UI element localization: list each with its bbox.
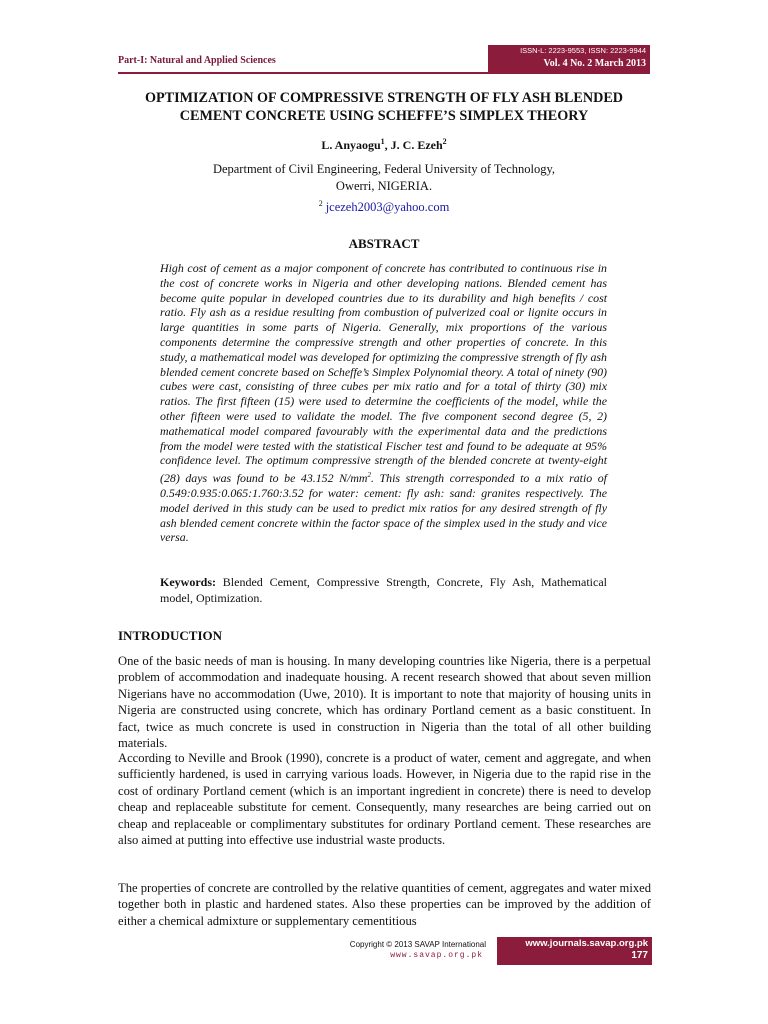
paper-title — [118, 89, 650, 125]
author-1-affiliation-mark: 1 — [380, 137, 385, 146]
affiliation-line-1: Department of Civil Engineering, Federal University of Technology, — [212, 162, 556, 176]
introduction-heading: INTRODUCTION — [118, 628, 223, 643]
footer-url[interactable]: www.savap.org.pk — [390, 951, 483, 960]
keywords-label: Keywords: — [160, 575, 216, 589]
keywords-list: Blended Cement, Compressive Strength, Concrete, Fly Ash, Mathematical model, Optimization. — [160, 575, 607, 605]
author-2: J. C. Ezeh — [390, 138, 443, 152]
footer-copyright: Copyright © 2013 SAVAP International — [349, 940, 486, 949]
abstract-text-part-1: High cost of cement as a major component of concrete has contributed to continuous rise in the cost of concrete works in Nigeria and other developing nations. Blended cement has become quite popular in developed countries due to its durability and high benefits / cost ratio. Fly ash as a residue resulting from combustion of pulverized coal or lignite occurs in large quantities in some parts of Nigeria. Generally, mix proportions of the various components determine the compressive strength and other properties of concrete. In this study, a mathematical model was developed for optimizing the compressive strength of fly ash blended cement concrete based on Scheffe’s Simplex Polynomial theory. A total of ninety (90) cubes were cast, consisting of three cubes per mix ratio and for a total of thirty (30) mix ratios. The first fifteen (15) were used to determine the coefficients of the model, while the other fifteen were used to validate the model. The five component second degree (5, 2) mathematical model compared favourably with the experimental data and the predictions from the model were tested with the statistical Fischer test and found to be adequate at 95% confidence level. The optimum compressive strength of the blended concrete at twenty-eight (28) days was found to be 43.152 N/mm — [160, 261, 607, 486]
email-row — [118, 199, 650, 215]
keywords — [160, 575, 607, 606]
page-number: 177 — [631, 950, 648, 961]
part-label: Part-I: Natural and Applied Sciences — [118, 55, 276, 66]
volume-text: Vol. 4 No. 2 March 2013 — [543, 58, 646, 69]
abstract-heading: ABSTRACT — [348, 236, 420, 251]
abstract-text-part-2: . This strength corresponded to a mix ratio of 0.549:0.935:0.065:1.760:3.52 for water: cement: fly ash: sand: granites respectively. The model derived in this study can be used to predict mix ratios for any desired strength of fly ash blended cement concrete within the factor space of the simplex used in the study and vice versa. — [160, 471, 607, 545]
issn-text: ISSN-L: 2223-9553, ISSN: 2223-9944 — [520, 46, 646, 55]
title-line-1: OPTIMIZATION OF COMPRESSIVE STRENGTH OF FLY ASH BLENDED — [144, 90, 624, 106]
introduction-paragraph-1: One of the basic needs of man is housing. In many developing countries like Nigeria, there is a perpetual problem of accommodation and inadequate housing. A recent research showed that about seven million Nigerians have no accommodation (Uwe, 2010). It is important to note that majority of housing units in Nigeria are constructed using concrete, which has ordinary Portland cement as a basic constituent. In fact, twice as much concrete is used in construction in Nigeria than the total of all other building materials. — [118, 654, 651, 751]
abstract-body — [160, 261, 607, 545]
footer-journal-site[interactable]: www.journals.savap.org.pk — [525, 938, 648, 949]
header-divider — [118, 72, 650, 74]
affiliation-line-2: Owerri, NIGERIA. — [335, 178, 433, 193]
issn-banner — [488, 45, 650, 72]
author-2-affiliation-mark: 2 — [442, 137, 447, 146]
author-1: L. Anyaogu — [321, 138, 381, 152]
affiliation — [118, 161, 650, 194]
author-separator: , — [384, 138, 391, 152]
email-link[interactable]: jcezeh2003@yahoo.com — [325, 200, 450, 215]
title-line-2: CEMENT CONCRETE USING SCHEFFE’S SIMPLEX THEORY — [179, 108, 589, 124]
author-list — [118, 137, 650, 153]
abstract-unit-superscript: 2 — [367, 471, 372, 480]
introduction-paragraph-2: According to Neville and Brook (1990), concrete is a product of water, cement and aggregate, and when sufficiently hardened, is used in carrying various loads. However, in Nigeria due to the rapid rise in the cost of ordinary Portland cement (which is an important ingredient in concrete) there is need to develop cheap and replaceable substitute for cement. Consequently, many researches are being carried out on cheap and replaceable or complimentary substitutes for ordinary Portland cement. These researches are also aimed at putting into effective use industrial waste products. — [118, 751, 651, 848]
email-affiliation-mark: 2 — [318, 199, 323, 208]
introduction-paragraph-3: The properties of concrete are controlled by the relative quantities of cement, aggregates and water mixed together both in plastic and hardened states. Also these properties can be improved by the addition of either a chemical admixture or supplementary cementitious — [118, 881, 651, 928]
footer-banner — [497, 937, 652, 965]
